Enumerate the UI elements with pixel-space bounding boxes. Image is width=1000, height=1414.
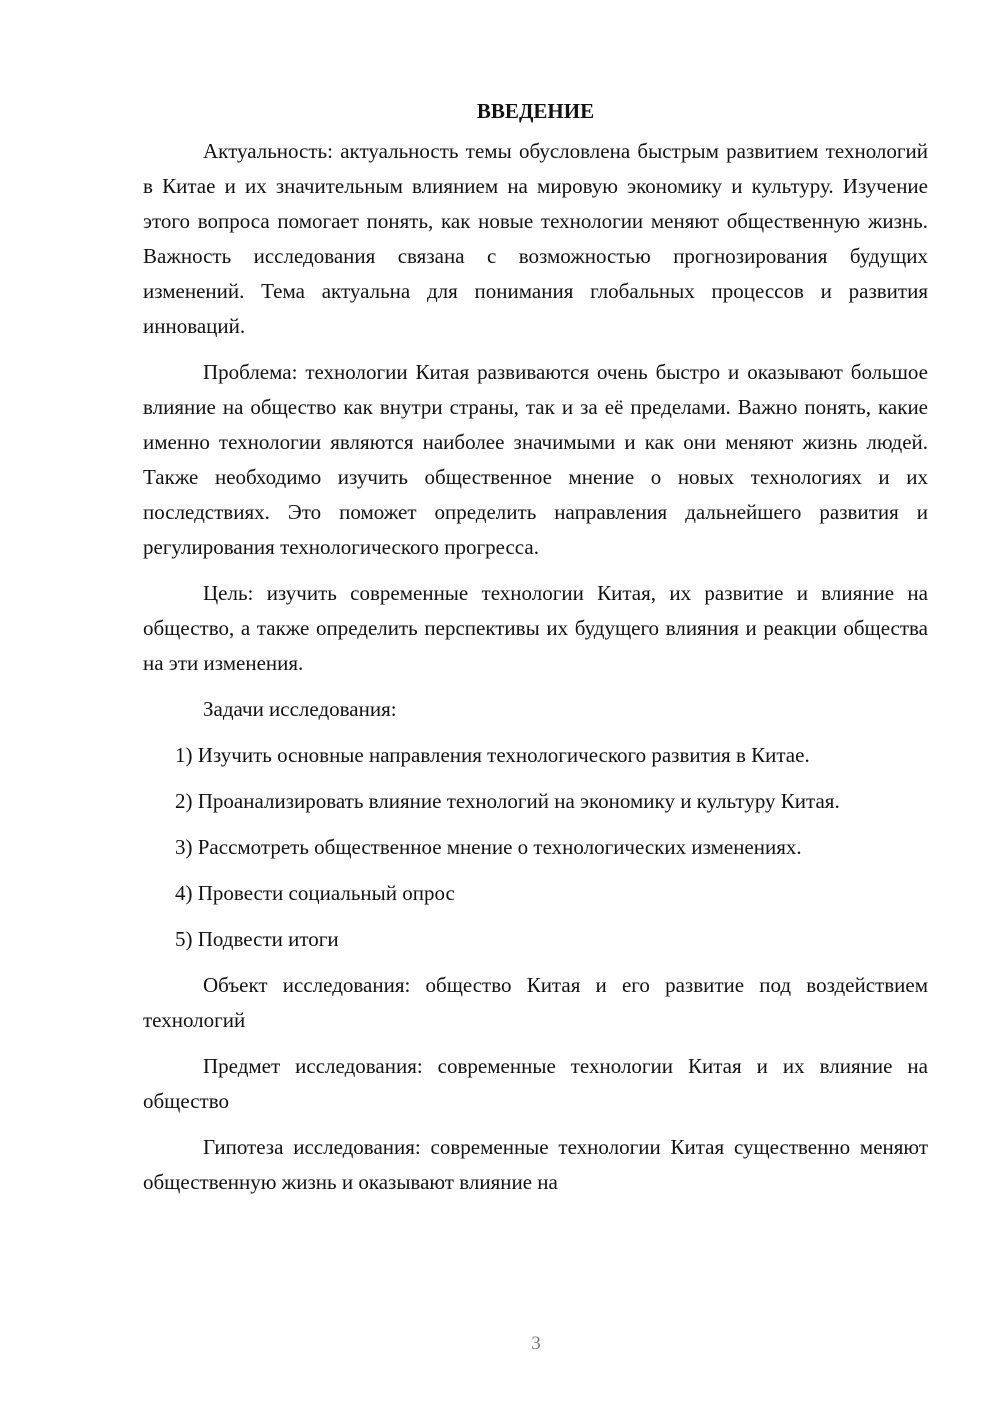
tasks-heading: Задачи исследования: bbox=[203, 697, 397, 721]
task-item-5: 5) Подвести итоги bbox=[175, 927, 339, 951]
task-item-3: 3) Рассмотреть общественное мнение о технологических изменениях. bbox=[175, 835, 802, 859]
task-item-1: 1) Изучить основные направления технологического развития в Китае. bbox=[175, 743, 810, 767]
paragraph-relevance: Актуальность: актуальность темы обусловлена быстрым развитием технологий в Китае и их значительным влиянием на мировую экономику и культуру. Изучение этого вопроса помогает понять, как новые технологии меняют общественную жизнь. Важность исследования связана с возможностью прогнозирования будущих изменений. Тема актуальна для понимания глобальных процессов и развития инноваций. bbox=[143, 139, 928, 338]
paragraph-object: Объект исследования: общество Китая и его развитие под воздействием технологий bbox=[143, 973, 928, 1032]
document-page bbox=[143, 94, 928, 1211]
page-number: 3 bbox=[531, 1333, 541, 1354]
paragraph-goal: Цель: изучить современные технологии Китая, их развитие и влияние на общество, а также определить перспективы их будущего влияния и реакции общества на эти изменения. bbox=[143, 581, 928, 675]
section-title: ВВЕДЕНИЕ bbox=[476, 99, 595, 123]
task-item-2: 2) Проанализировать влияние технологий на экономику и культуру Китая. bbox=[175, 789, 840, 813]
task-item-4: 4) Провести социальный опрос bbox=[175, 881, 455, 905]
paragraph-hypothesis: Гипотеза исследования: современные технологии Китая существенно меняют общественную жизнь и оказывают влияние на bbox=[143, 1135, 928, 1194]
paragraph-subject: Предмет исследования: современные технологии Китая и их влияние на общество bbox=[143, 1054, 928, 1113]
paragraph-problem: Проблема: технологии Китая развиваются очень быстро и оказывают большое влияние на общество как внутри страны, так и за её пределами. Важно понять, какие именно технологии являются наиболее значимыми и как они меняют жизнь людей. Также необходимо изучить общественное мнение о новых технологиях и их последствиях. Это поможет определить направления дальнейшего развития и регулирования технологического прогресса. bbox=[143, 360, 928, 559]
